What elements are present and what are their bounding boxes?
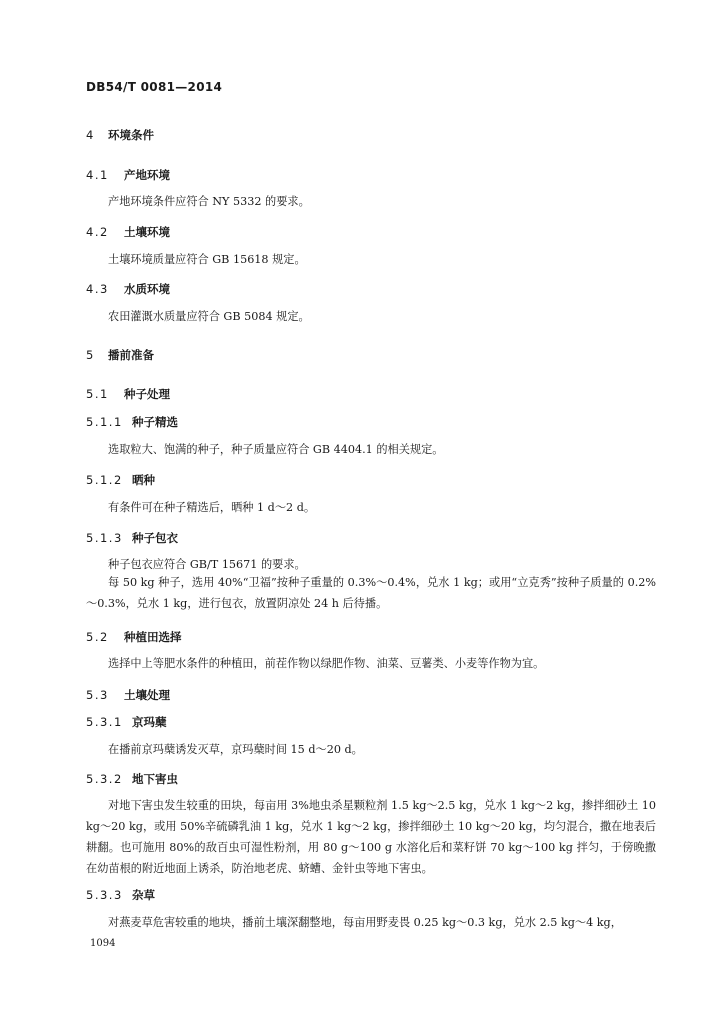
- section-number: 4.2: [86, 225, 109, 239]
- section-title: 环境条件: [108, 128, 154, 142]
- section-number: 5.3.1: [86, 715, 123, 729]
- section-title: 土壤环境: [124, 225, 170, 239]
- section-number: 5.1.1: [86, 415, 123, 429]
- subsection-heading: [86, 386, 170, 402]
- section-number: 5.3.3: [86, 888, 123, 902]
- paragraph: 种子包衣应符合 GB/T 15671 的要求。: [108, 558, 306, 571]
- section-number: 5.2: [86, 630, 109, 644]
- subsection-heading: [86, 530, 178, 546]
- section-title: 种子精选: [132, 415, 178, 429]
- subsection-heading: [86, 281, 170, 297]
- paragraph: 选择中上等肥水条件的种植田，前茬作物以绿肥作物、油菜、豆薯类、小麦等作物为宜。: [108, 657, 545, 670]
- paragraph: 对燕麦草危害较重的地块，播前土壤深翻整地，每亩用野麦畏 0.25 kg～0.3 kg，兑水 2.5 kg～4 kg，: [108, 916, 622, 929]
- subsection-heading: [86, 472, 155, 488]
- subsection-heading: [86, 771, 178, 787]
- section-title: 种子包衣: [132, 531, 178, 545]
- section-title: 播前准备: [108, 348, 154, 362]
- section-number: 5.3.2: [86, 772, 123, 786]
- section-heading: [86, 127, 154, 143]
- section-number: 5.1.3: [86, 531, 123, 545]
- paragraph: 选取粒大、饱满的种子，种子质量应符合 GB 4404.1 的相关规定。: [108, 443, 444, 456]
- section-title: 土壤处理: [124, 688, 170, 702]
- section-number: 5: [86, 348, 95, 362]
- standard-code: DB54/T 0081—2014: [86, 80, 223, 94]
- subsection-heading: [86, 167, 170, 183]
- section-title: 地下害虫: [132, 772, 178, 786]
- section-title: 种植田选择: [124, 630, 182, 644]
- paragraph: 每 50 kg 种子，选用 40%“卫福”按种子重量的 0.3%～0.4%，兑水 1 kg；或用“立克秀”按种子质量的 0.2%～0.3%，兑水 1 kg，进行包衣，放置阴凉处 24 h 后待播。: [86, 576, 656, 610]
- section-number: 4.3: [86, 282, 109, 296]
- section-title: 杂草: [132, 888, 155, 902]
- section-number: 5.1.2: [86, 473, 123, 487]
- paragraph: 对地下害虫发生较重的田块，每亩用 3%地虫杀星颗粒剂 1.5 kg～2.5 kg，兑水 1 kg～2 kg，掺拌细砂土 10 kg～20 kg，或用 50%辛硫磷乳油 1 kg，兑水 1 kg～2 kg，掺拌细砂土 10 kg～20 kg，均匀混合，撒在地表后耕翻。也可施用 80%的敌百虫可湿性粉剂，用 80 g～100 g 水溶化后和菜籽饼 70 kg～100 kg 拌匀，于傍晚撒在幼苗根的附近地面上诱杀，防治地老虎、蛴螬、金针虫等地下害虫。: [86, 799, 656, 875]
- paragraph: 农田灌溉水质量应符合 GB 5084 规定。: [108, 310, 310, 323]
- section-number: 4: [86, 128, 95, 142]
- subsection-heading: [86, 414, 178, 430]
- paragraph: 有条件可在种子精选后，晒种 1 d～2 d。: [108, 501, 316, 514]
- section-number: 4.1: [86, 168, 109, 182]
- paragraph: 产地环境条件应符合 NY 5332 的要求。: [108, 195, 310, 208]
- paragraph: 在播前京玛蘖诱发灭草，京玛蘖时间 15 d～20 d。: [108, 743, 363, 756]
- section-title: 晒种: [132, 473, 155, 487]
- section-heading: [86, 347, 154, 363]
- subsection-heading: [86, 887, 155, 903]
- subsection-heading: [86, 224, 170, 240]
- subsection-heading: [86, 714, 167, 730]
- subsection-heading: [86, 687, 170, 703]
- section-number: 5.3: [86, 688, 109, 702]
- paragraph: 土壤环境质量应符合 GB 15618 规定。: [108, 253, 306, 266]
- section-number: 5.1: [86, 387, 109, 401]
- page-number: 1094: [90, 938, 116, 949]
- section-title: 京玛蘖: [132, 715, 167, 729]
- section-title: 种子处理: [124, 387, 170, 401]
- subsection-heading: [86, 629, 182, 645]
- section-title: 产地环境: [124, 168, 170, 182]
- section-title: 水质环境: [124, 282, 170, 296]
